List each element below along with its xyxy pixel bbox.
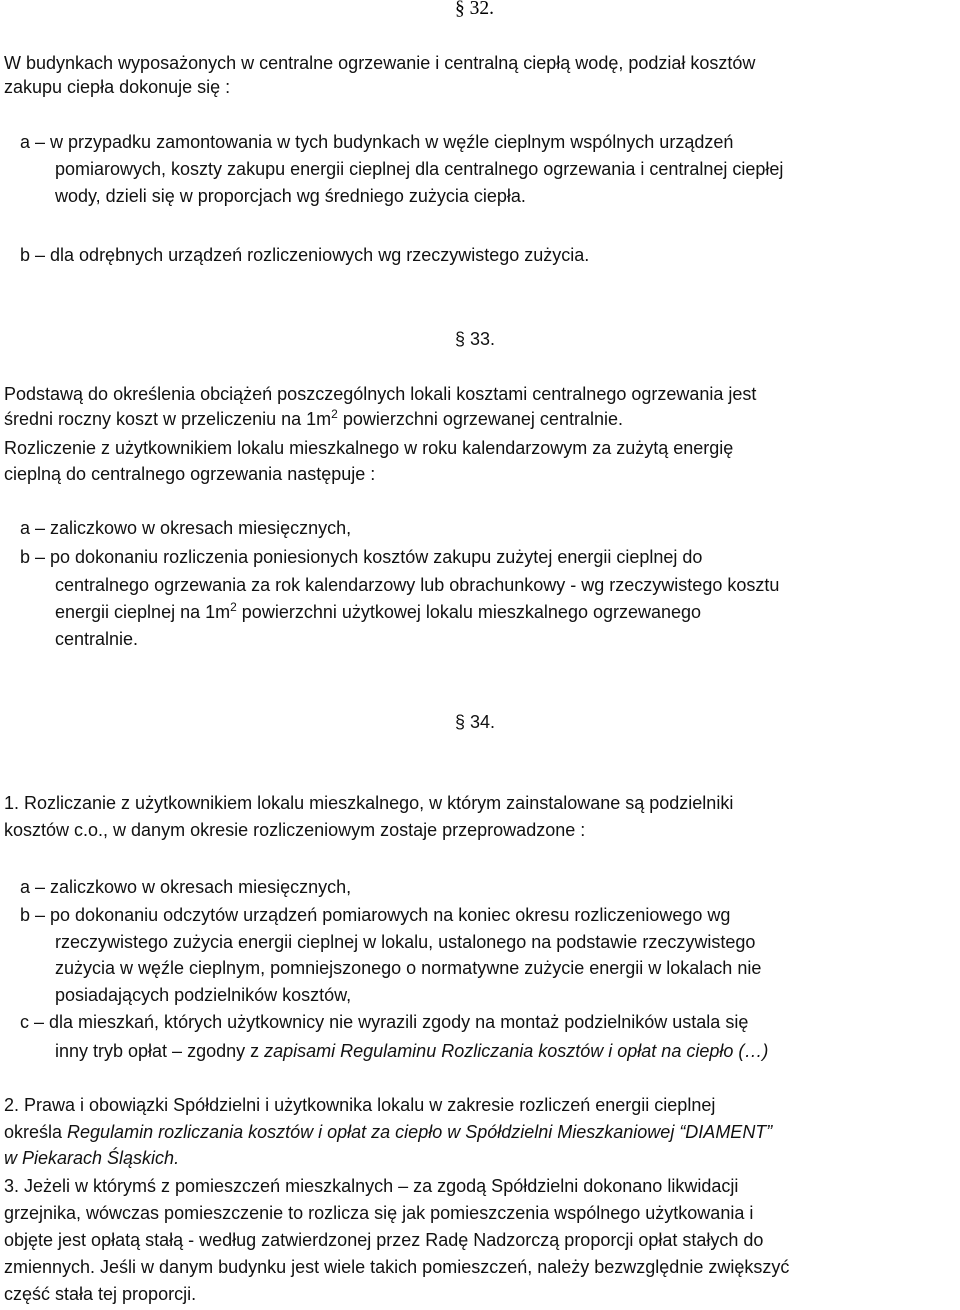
- s34-para2-line-2-text: określa: [4, 1122, 68, 1142]
- section-33-heading: § 33.: [455, 329, 496, 349]
- s34-para2-line-3: [4, 1146, 179, 1170]
- s33-item-b-line-4: centralnie.: [55, 629, 139, 649]
- s34-para3-line-1: 3. Jeżeli w którymś z pomieszczeń mieszkalnych – za zgodą Spółdzielni dokonano likwidacji: [4, 1176, 739, 1196]
- s34-para3-line-3: objęte jest opłatą stałą - według zatwierdzonej przez Radę Nadzorczą proporcji opłat stałych do: [4, 1230, 764, 1250]
- section-34-heading: § 34.: [455, 712, 496, 732]
- s34-regulation-reference: zapisami Regulaminu Rozliczania kosztów i opłat na ciepło (…): [264, 1041, 769, 1061]
- s34-para2-line-2: [4, 1120, 772, 1144]
- s34-para3-line-5: część stała tej proporcji.: [4, 1284, 197, 1304]
- s34-regulation-title: Regulamin rozliczania kosztów i opłat za ciepło w Spółdzielni Mieszkaniowej “DIAMENT”: [67, 1122, 773, 1142]
- s32-item-a-line-3: wody, dzieli się w proporcjach wg średniego zużycia ciepła.: [55, 186, 526, 206]
- s33-para1-line-2: [4, 407, 623, 431]
- s33-item-b-line-2: centralnego ogrzewania za rok kalendarzowy lub obrachunkowy - wg rzeczywistego kosztu: [55, 575, 780, 595]
- s34-item-c-line-2: [55, 1039, 768, 1063]
- s33-para2-line-2: cieplną do centralnego ogrzewania następuje :: [4, 464, 376, 484]
- s34-regulation-place: w Piekarach Śląskich.: [4, 1148, 180, 1168]
- section-32-heading: § 32.: [455, 0, 494, 19]
- s32-item-a-line-2: pomiarowych, koszty zakupu energii cieplnej dla centralnego ogrzewania i centralnej ciepłej: [55, 159, 784, 179]
- s33-para1-line-2-tail: powierzchni ogrzewanej centralnie.: [337, 409, 623, 429]
- s33-item-b-line-3-tail: powierzchni użytkowej lokalu mieszkalnego ogrzewanego: [236, 602, 702, 622]
- s32-intro-line-1: W budynkach wyposażonych w centralne ogrzewanie i centralną ciepłą wodę, podział kosztów: [4, 53, 756, 73]
- s34-para3-line-2: grzejnika, wówczas pomieszczenie to rozlicza się jak pomieszczenia wspólnego użytkowania i: [4, 1203, 754, 1223]
- s34-item-b-line-1: b – po dokonaniu odczytów urządzeń pomiarowych na koniec okresu rozliczeniowego wg: [20, 905, 731, 925]
- s34-item-c-line-1: c – dla mieszkań, których użytkownicy nie wyrazili zgody na montaż podzielników ustala się: [20, 1012, 749, 1032]
- s34-item-a: a – zaliczkowo w okresach miesięcznych,: [20, 877, 352, 897]
- s32-item-a-line-1: a – w przypadku zamontowania w tych budynkach w węźle cieplnym wspólnych urządzeń: [20, 132, 734, 152]
- s34-item-c-line-2-text: inny tryb opłat – zgodny z: [55, 1041, 265, 1061]
- s34-item-b-line-4: posiadających podzielników kosztów,: [55, 985, 352, 1005]
- s33-para1-line-2-text: średni roczny koszt w przeliczeniu na 1m: [4, 409, 332, 429]
- s33-item-b-line-3-text: energii cieplnej na 1m: [55, 602, 231, 622]
- s32-intro-line-2: zakupu ciepła dokonuje się :: [4, 77, 231, 97]
- s34-item-b-line-3: zużycia w węźle cieplnym, pomniejszonego o normatywne zużycie energii w lokalach nie: [55, 958, 762, 978]
- s33-para1-line-1: Podstawą do określenia obciążeń poszczególnych lokali kosztami centralnego ogrzewania jest: [4, 384, 757, 404]
- s33-item-b-line-3: [55, 600, 701, 624]
- s33-item-a: a – zaliczkowo w okresach miesięcznych,: [20, 518, 352, 538]
- s34-para3-line-4: zmiennych. Jeśli w danym budynku jest wiele takich pomieszczeń, należy bezwzględnie zwiększyć: [4, 1257, 790, 1277]
- superscript-2: 2: [230, 600, 237, 614]
- s34-para1-line-1: 1. Rozliczanie z użytkownikiem lokalu mieszkalnego, w którym zainstalowane są podzielniki: [4, 793, 734, 813]
- s34-para2-line-1: 2. Prawa i obowiązki Spółdzielni i użytkownika lokalu w zakresie rozliczeń energii cieplnej: [4, 1095, 716, 1115]
- superscript-2: 2: [331, 407, 338, 421]
- s33-item-b-line-1: b – po dokonaniu rozliczenia poniesionych kosztów zakupu zużytej energii cieplnej do: [20, 547, 703, 567]
- s32-item-b-line-1: b – dla odrębnych urządzeń rozliczeniowych wg rzeczywistego zużycia.: [20, 245, 590, 265]
- s34-item-b-line-2: rzeczywistego zużycia energii cieplnej w lokalu, ustalonego na podstawie rzeczywistego: [55, 932, 756, 952]
- s33-para2-line-1: Rozliczenie z użytkownikiem lokalu mieszkalnego w roku kalendarzowym za zużytą energię: [4, 438, 734, 458]
- s34-para1-line-2: kosztów c.o., w danym okresie rozliczeniowym zostaje przeprowadzone :: [4, 820, 586, 840]
